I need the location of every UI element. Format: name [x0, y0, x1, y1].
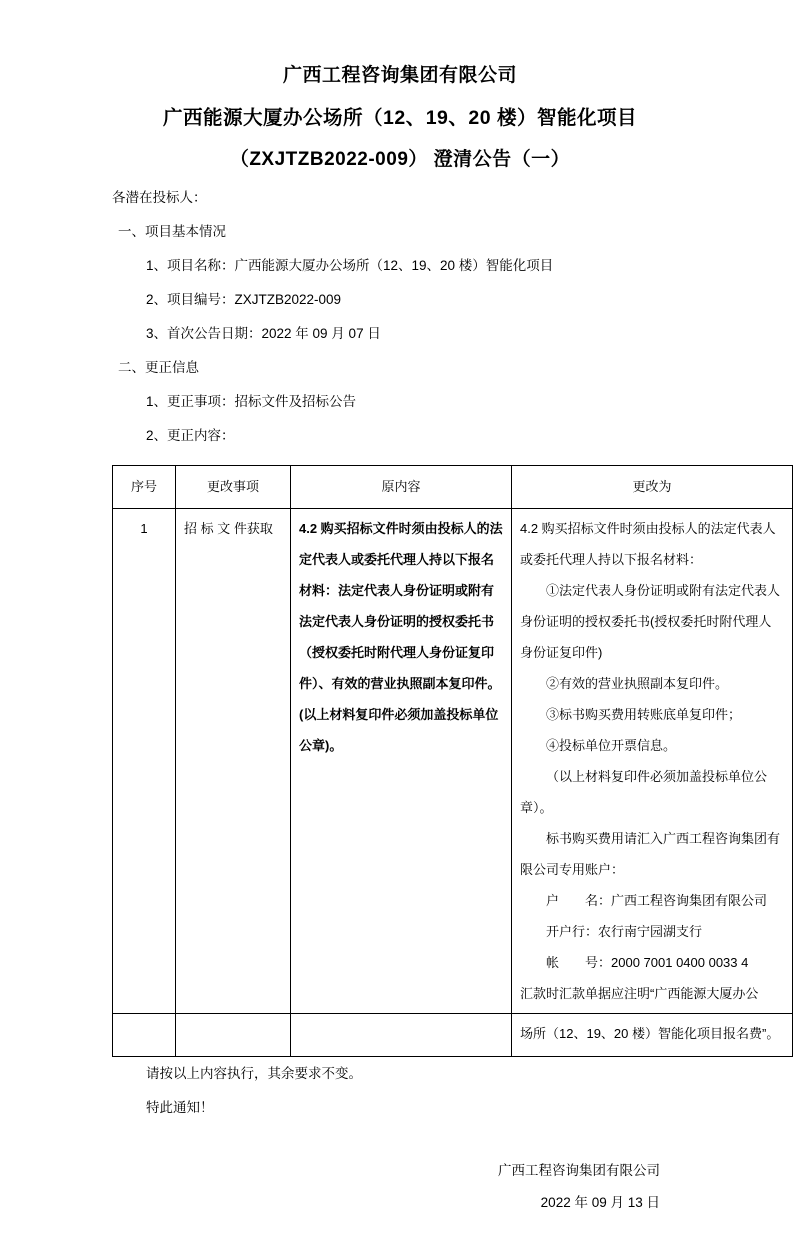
table-header-row [113, 466, 793, 509]
project-number-item: 2、项目编号：ZXJTZB2022-009 [146, 292, 342, 307]
title-line-3: （ZXJTZB2022-009） 澄清公告（一） [229, 149, 571, 170]
table-header-original: 原内容 [291, 466, 512, 509]
new-paragraph-1: 4.2 购买招标文件时须由投标人的法定代表人或委托代理人持以下报名材料： [520, 521, 776, 567]
new-paragraph-3: ②有效的营业执照副本复印件。 [546, 676, 729, 691]
table-header-item: 更改事项 [176, 466, 291, 509]
new-paragraph-bank: 开户行：农行南宁园湖支行 [546, 924, 703, 939]
document-title-block [70, 55, 730, 181]
cell-change-item: 招 标 文 件获取 [176, 509, 291, 1014]
cell-new-content-continued: 场所（12、19、20 楼）智能化项目报名费”。 [512, 1014, 793, 1057]
original-paragraph-1: 4.2 购买招标文件时须由投标人的法定代表人或委托代理人持以下报名材料：法定代表人身份证明或附有法定代表人身份证明的授权委托书（授权委托时附代理人身份证复印件）、有效的营业执照副本复印件。 [299, 521, 503, 691]
signature-date: 2022 年 09 月 13 日 [540, 1195, 660, 1210]
closing-line-2: 特此通知！ [146, 1100, 214, 1115]
table-header-no: 序号 [113, 466, 176, 509]
change-table [112, 465, 793, 1057]
table-row [113, 509, 793, 1014]
cell-change-item-empty [176, 1014, 291, 1057]
new-paragraph-account-number: 帐 号：2000 7001 0400 0033 4 [546, 955, 749, 970]
title-line-2: 广西能源大厦办公场所（12、19、20 楼）智能化项目 [163, 107, 637, 129]
signature-company: 广西工程咨询集团有限公司 [498, 1163, 660, 1178]
new-paragraph-2: ①法定代表人身份证明或附有法定代表人身份证明的授权委托书(授权委托时附代理人身份证复印件) [520, 583, 781, 660]
correction-content-item: 2、更正内容： [146, 428, 235, 443]
table-row-continued [113, 1014, 793, 1057]
cell-row-number-empty [113, 1014, 176, 1057]
signature-block [70, 1155, 730, 1219]
cell-original-content-empty [291, 1014, 512, 1057]
project-name-item: 1、项目名称：广西能源大厦办公场所（12、19、20 楼）智能化项目 [146, 258, 554, 273]
first-announcement-date-item: 3、首次公告日期：2022 年 09 月 07 日 [146, 326, 381, 341]
new-paragraph-remark: 汇款时汇款单据应注明“广西能源大厦办公 [520, 986, 759, 1001]
section-one-heading: 一、项目基本情况 [118, 224, 226, 239]
cell-new-content [512, 509, 793, 1014]
new-paragraph-4: ③标书购买费用转账底单复印件； [546, 707, 742, 722]
correction-matter-item: 1、更正事项：招标文件及招标公告 [146, 394, 357, 409]
new-paragraph-6: （以上材料复印件必须加盖投标单位公章）。 [520, 769, 768, 815]
title-line-1: 广西工程咨询集团有限公司 [282, 65, 517, 86]
section-two-heading: 二、更正信息 [118, 360, 199, 375]
closing-line-1: 请按以上内容执行，其余要求不变。 [146, 1066, 362, 1081]
cell-row-number: 1 [113, 509, 176, 1014]
new-paragraph-account-name: 户 名：广西工程咨询集团有限公司 [546, 893, 768, 908]
table-header-new: 更改为 [512, 466, 793, 509]
new-paragraph-5: ④投标单位开票信息。 [546, 738, 677, 753]
new-paragraph-7: 标书购买费用请汇入广西工程咨询集团有限公司专用账户： [520, 831, 781, 877]
cell-original-content [291, 509, 512, 1014]
original-paragraph-2: (以上材料复印件必须加盖投标单位公章)。 [299, 707, 499, 753]
salutation: 各潜在投标人： [112, 190, 207, 205]
